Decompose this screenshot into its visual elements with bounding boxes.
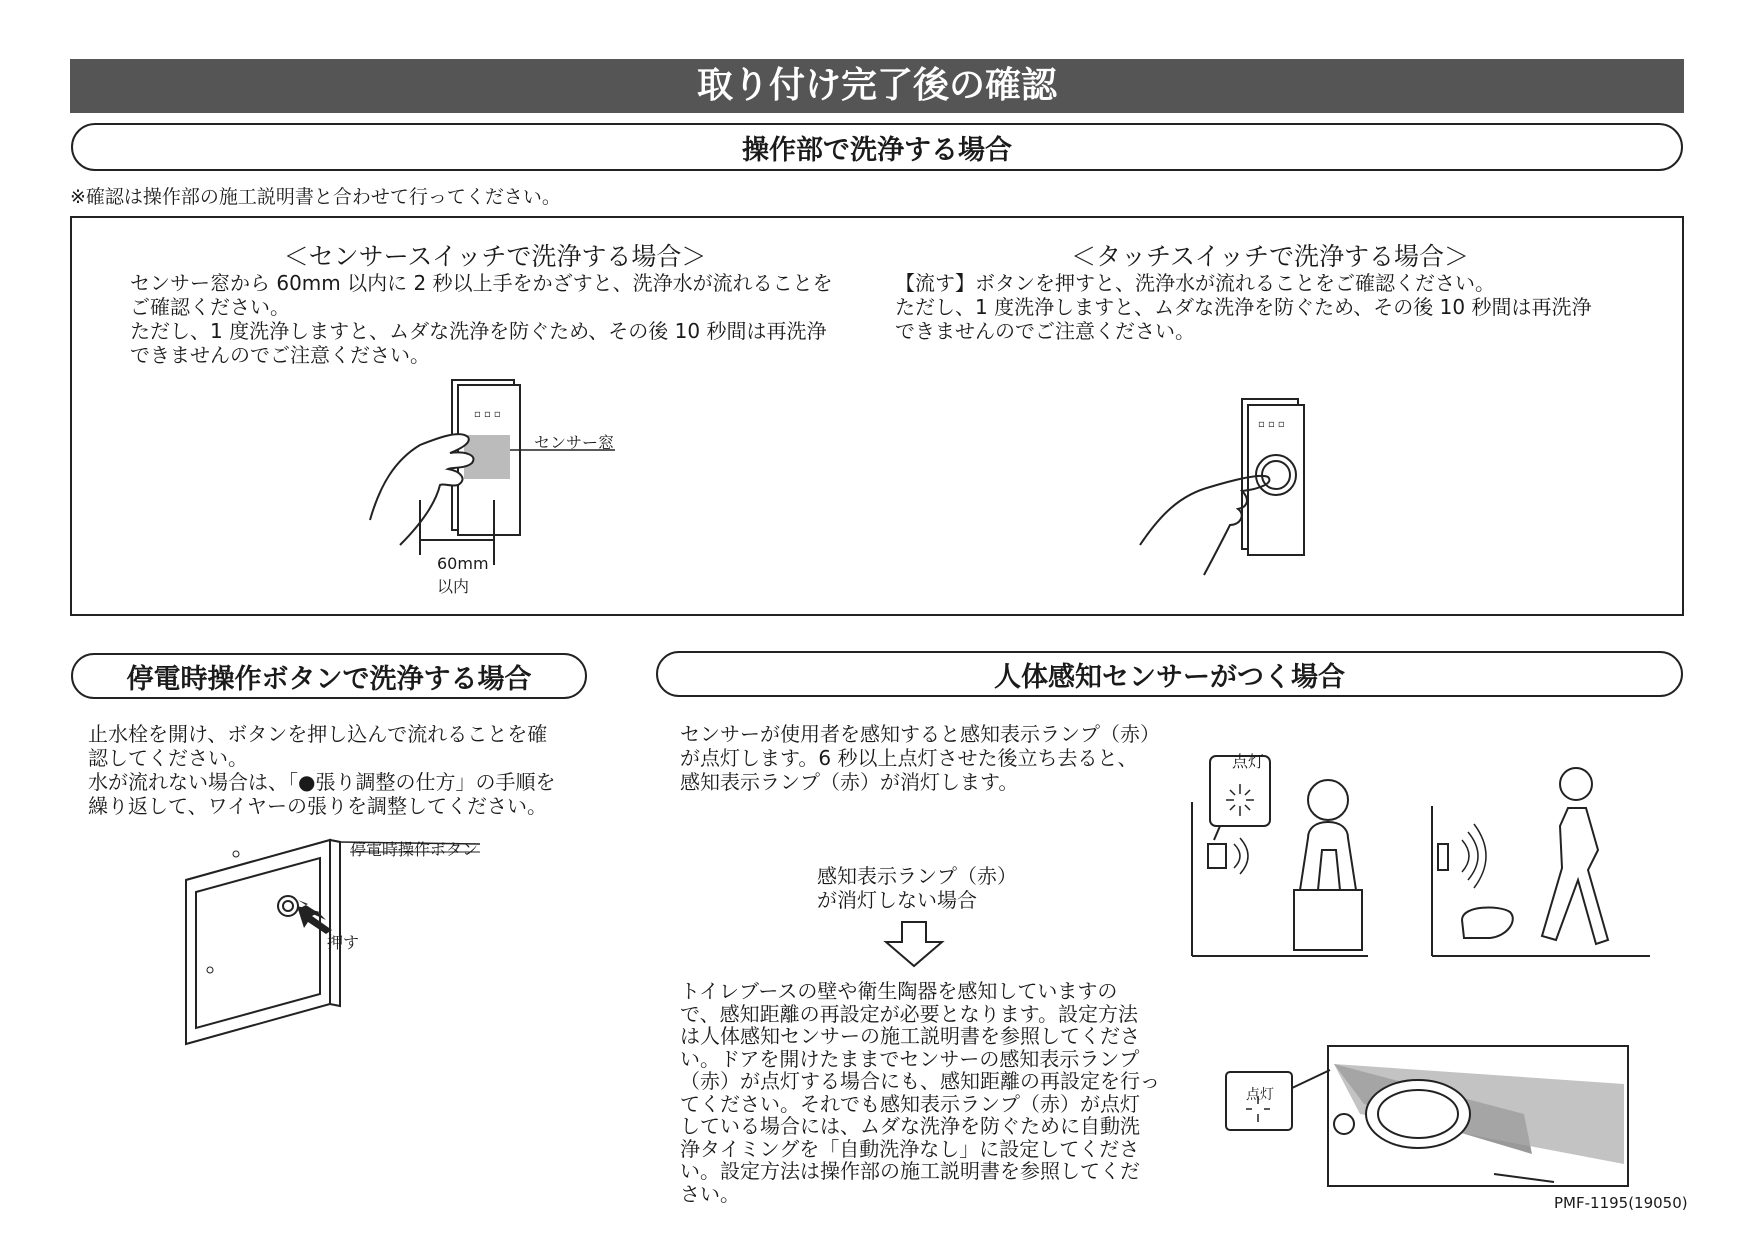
within-label: 以内 <box>437 577 470 596</box>
section-heading-power-outage: 停電時操作ボタンで洗浄する場合 <box>71 653 587 699</box>
motion-sensor-top-view <box>1224 1044 1634 1194</box>
power-outage-text: 止水栓を開け、ボタンを押し込んで流れることを確 認してください。 水が流れない場合は、「●張り調整の仕方」の手順を 繰り返して、ワイヤーの張りを調整してください。 <box>88 722 556 818</box>
lit-label-2: 点灯 <box>1246 1087 1274 1103</box>
distance-label: 60mm <box>437 554 489 573</box>
outage-button-label: 停電時操作ボタン <box>350 840 479 859</box>
section-heading-motion-sensor: 人体感知センサーがつく場合 <box>656 651 1683 697</box>
touch-switch-illustration <box>1130 395 1330 585</box>
sensor-window-label: センサー窓 <box>534 433 615 452</box>
confirmation-note: ※確認は操作部の施工説明書と合わせて行ってください。 <box>70 186 561 208</box>
down-arrow-icon <box>880 920 948 970</box>
touch-switch-heading: ＜タッチスイッチで洗浄する場合＞ <box>1070 242 1469 271</box>
touch-switch-text: 【流す】ボタンを押すと、洗浄水が流れることをご確認ください。 ただし、1 度洗浄しますと、ムダな洗浄を防ぐため、その後 10 秒間は再洗浄 できませんのでご注意ください。 <box>895 271 1592 343</box>
motion-sensor-detail: トイレブースの壁や衛生陶器を感知していますの で、感知距離の再設定が必要となります。設定方法 は人体感知センサーの施工説明書を参照してくださ い。ドアを開けたままでセンサーの感知表示ランプ （赤）が点灯する場合にも、感知距離の再設定を行っ てください。それでも感知表示ランプ（赤）が点灯 している場合には、ムダな洗浄を防ぐために自動洗 浄タイミングを「自動洗浄なし」に設定してくださ い。設定方法は操作部の施工説明書を参照してくだ さい。 <box>680 979 1160 1206</box>
page-title: 取り付け完了後の確認 <box>70 59 1684 113</box>
svg-text:▫ ▫ ▫: ▫ ▫ ▫ <box>474 409 501 420</box>
section-heading-operation: 操作部で洗浄する場合 <box>71 123 1683 171</box>
sensor-switch-illustration <box>360 375 640 595</box>
motion-sensor-text: センサーが使用者を感知すると感知表示ランプ（赤） が点灯します。6 秒以上点灯させた後立ち去ると、 感知表示ランプ（赤）が消灯します。 <box>680 722 1160 794</box>
sensor-switch-text: センサー窓から 60mm 以内に 2 秒以上手をかざすと、洗浄水が流れることを ご確認ください。 ただし、1 度洗浄しますと、ムダな洗浄を防ぐため、その後 10 秒間は再洗浄 できませんのでご注意ください。 <box>130 271 833 367</box>
document-code: PMF-1195(19050) <box>1554 1194 1688 1212</box>
motion-sensor-scene <box>1190 740 1660 970</box>
push-label: 押す <box>327 933 360 952</box>
lamp-not-off-note: 感知表示ランプ（赤） が消灯しない場合 <box>817 864 1017 912</box>
sensor-switch-heading: ＜センサースイッチで洗浄する場合＞ <box>283 242 707 271</box>
lit-label: 点灯 <box>1232 752 1265 771</box>
svg-text:▫ ▫ ▫: ▫ ▫ ▫ <box>1258 419 1285 430</box>
